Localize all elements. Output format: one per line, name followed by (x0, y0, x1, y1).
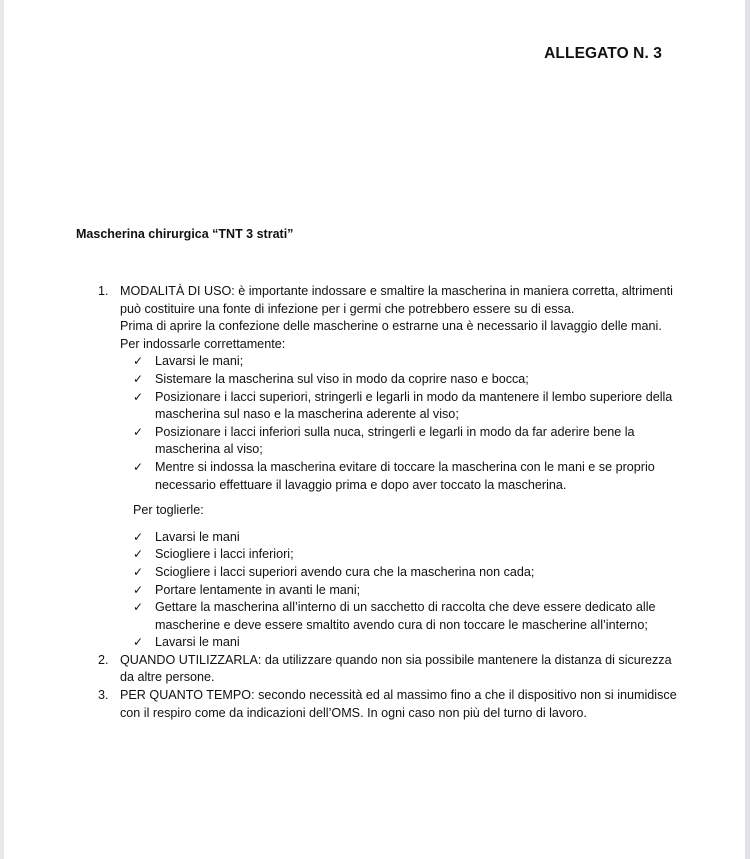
section-3 (4, 687, 745, 722)
document-body (4, 283, 745, 722)
list-item: ✓ Lavarsi le mani; (4, 353, 745, 371)
checkmark-icon: ✓ (133, 459, 144, 474)
section-1-intro: MODALITÀ DI USO: è importante indossare e smaltire la mascherina in maniera corretta, altrimenti può costituire una fonte di infezione per i germi che potrebbero essere su di essa. (120, 284, 673, 316)
section-2-text: QUANDO UTILIZZARLA: da utilizzare quando non sia possibile mantenere la distanza di sicurezza da altre persone. (120, 652, 672, 685)
list-item: ✓ Portare lentamente in avanti le mani; (4, 582, 745, 600)
remove-intro: Per toglierle: (133, 503, 204, 518)
checkmark-icon: ✓ (133, 635, 144, 650)
section-number: 1. (98, 284, 109, 298)
section-number: 3. (98, 688, 109, 703)
wear-steps-list (4, 353, 745, 494)
checkmark-icon: ✓ (133, 582, 144, 597)
document-title: Mascherina chirurgica “TNT 3 strati” (76, 227, 294, 241)
list-item: ✓ Sistemare la mascherina sul viso in modo da coprire naso e bocca; (4, 371, 745, 389)
wear-intro: Per indossarle correttamente: (120, 336, 286, 351)
checkmark-icon: ✓ (133, 547, 144, 562)
section-2 (4, 652, 745, 687)
checkmark-icon: ✓ (133, 424, 144, 439)
section-number: 2. (98, 652, 109, 667)
section-3-text: PER QUANTO TEMPO: secondo necessità ed al massimo fino a che il dispositivo non si inumidisce con il respiro come da indicazioni dell’OMS. In ogni caso non più del turno di lavoro. (120, 688, 677, 720)
checkmark-icon: ✓ (133, 371, 144, 386)
remove-steps-list (4, 529, 745, 652)
checkmark-icon: ✓ (133, 354, 144, 369)
checkmark-icon: ✓ (133, 564, 144, 579)
list-item: ✓ Lavarsi le mani (4, 529, 745, 547)
checkmark-icon: ✓ (133, 600, 144, 615)
section-1 (4, 283, 745, 353)
list-item: ✓ Posizionare i lacci inferiori sulla nuca, stringerli e legarli in modo da far aderire bene la mascherina al viso; (133, 424, 635, 457)
list-item: ✓ Posizionare i lacci superiori, stringerli e legarli in modo da mantenere il lembo superiore della mascherina sul naso e la mascherina aderente al viso; (133, 389, 673, 422)
checkmark-icon: ✓ (133, 529, 144, 544)
checkmark-icon: ✓ (133, 389, 144, 404)
document-page (4, 0, 745, 859)
page-edge (745, 0, 750, 859)
list-item: ✓ Lavarsi le mani (4, 634, 745, 652)
list-item: ✓ Mentre si indossa la mascherina evitare di toccare la mascherina con le mani e se proprio necessario effettuare il lavaggio prima e dopo aver toccato la mascherina. (133, 459, 655, 492)
section-1-paragraph: Prima di aprire la confezione delle mascherine o estrarne una è necessario il lavaggio delle mani. (120, 319, 662, 334)
list-item: ✓ Sciogliere i lacci inferiori; (4, 546, 745, 564)
list-item: ✓ Sciogliere i lacci superiori avendo cura che la mascherina non cada; (4, 564, 745, 582)
list-item: ✓ Gettare la mascherina all’interno di un sacchetto di raccolta che deve essere dedicato alle mascherine e deve essere smaltito avendo cura di non toccare le mascherine all’interno; (133, 600, 656, 632)
annex-label: ALLEGATO N. 3 (544, 45, 662, 62)
